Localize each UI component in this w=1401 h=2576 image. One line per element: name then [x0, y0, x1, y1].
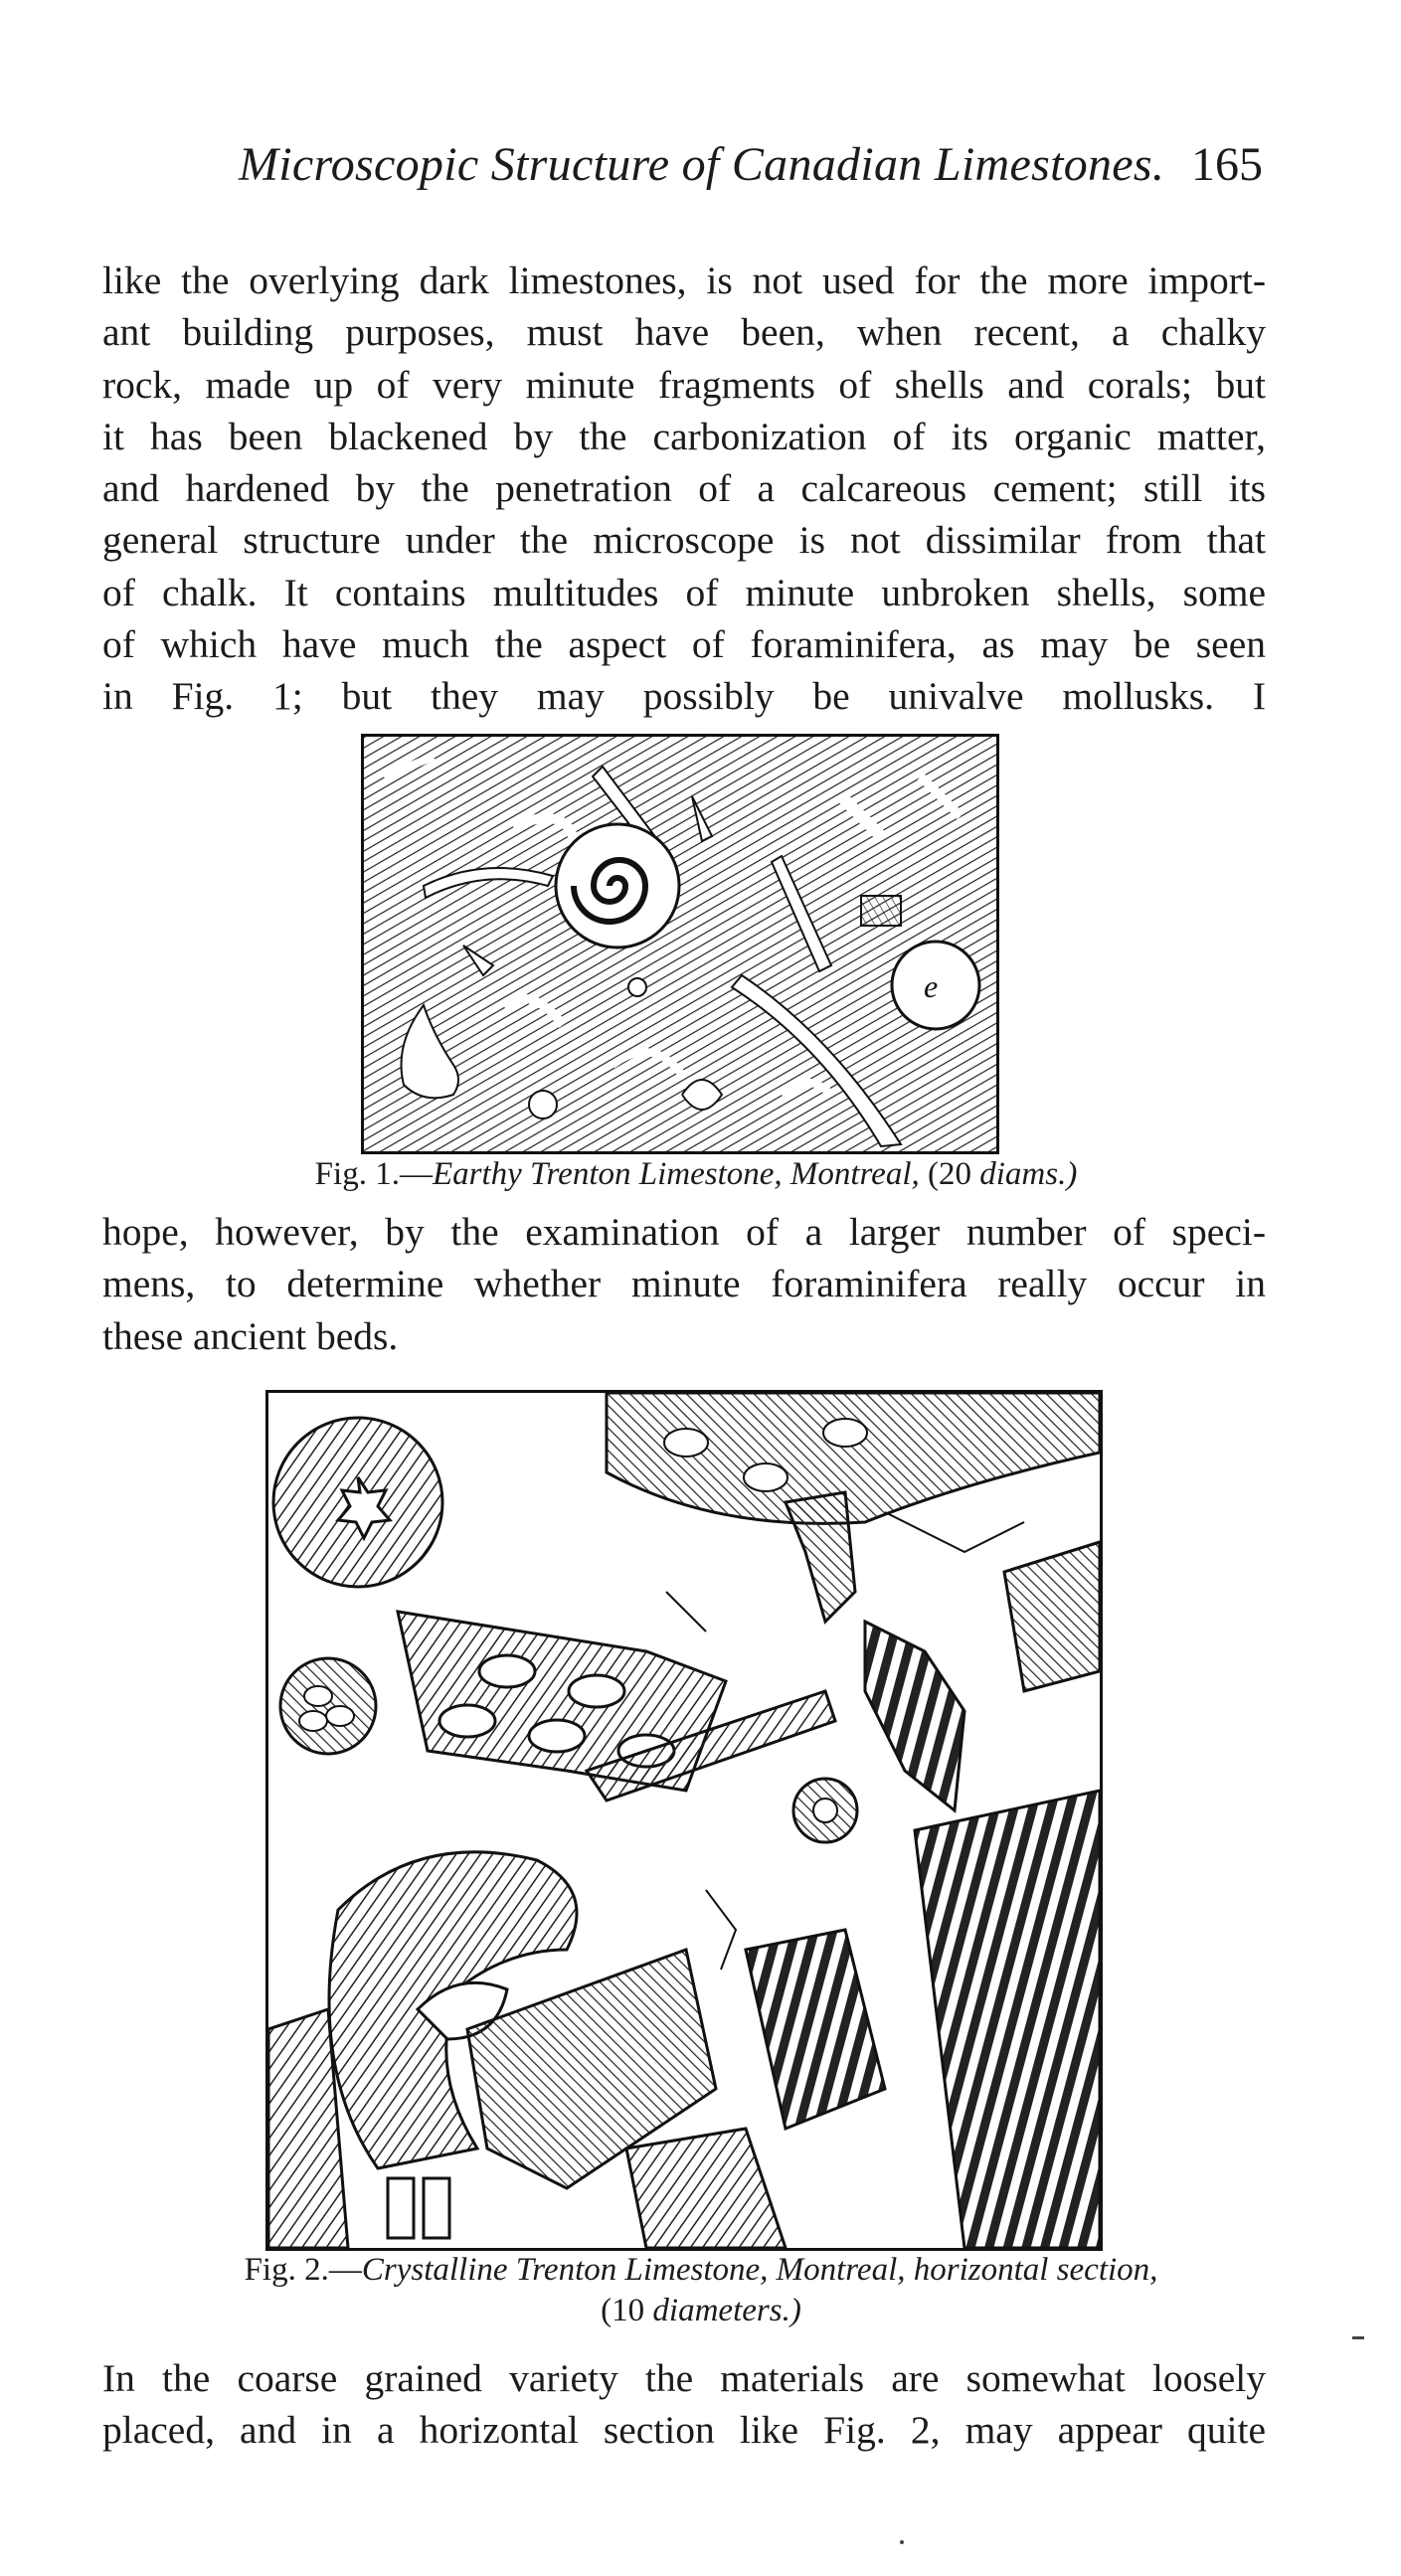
page-number: 165 [1191, 138, 1263, 191]
figure-2-illustration [265, 1390, 1103, 2251]
svg-text:e: e [924, 968, 939, 1004]
text-line: in Fig. 1; but they may possibly be univalve mollusks. I [102, 674, 1266, 719]
margin-mark [1352, 2336, 1364, 2339]
paragraph-2 [102, 1206, 1266, 1362]
figure-2-caption-title: Crystalline Trenton Limestone, Montreal, horizontal section, [361, 2252, 1158, 2288]
figure-1-caption-scale-unit: diams.) [979, 1156, 1078, 1192]
figure-2-caption-scale-unit: diameters.) [652, 2293, 801, 2328]
text-line: ant building purposes, must have been, when recent, a chalky [102, 310, 1266, 355]
text-line: mens, to determine whether minute foraminifera really occur in [102, 1262, 1266, 1306]
text-line: rock, made up of very minute fragments of shells and corals; but [102, 362, 1266, 407]
figure-2-caption [119, 2252, 1283, 2329]
figure-2-caption-scale: (10 [601, 2293, 645, 2328]
figure-1-illustration [361, 734, 999, 1154]
running-title: Microscopic Structure of Canadian Limestones. [239, 138, 1165, 191]
figure-1-caption [219, 1156, 1173, 1193]
paragraph-1 [102, 255, 1266, 723]
text-line: like the overlying dark limestones, is not used for the more import- [102, 258, 1266, 302]
text-line: general structure under the microscope is not dissimilar from that [102, 518, 1266, 563]
text-line: of chalk. It contains multitudes of minute unbroken shells, some [102, 570, 1266, 614]
text-line: hope, however, by the examination of a larger number of speci- [102, 1210, 1266, 1254]
text-line: these ancient beds. [102, 1313, 399, 1358]
running-head [239, 137, 1263, 207]
text-line: placed, and in a horizontal section like Fig. 2, may appear quite [102, 2408, 1266, 2453]
margin-mark [900, 2540, 904, 2544]
text-line: of which have much the aspect of foraminifera, as may be seen [102, 622, 1266, 667]
figure-1-caption-scale: (20 [927, 1156, 971, 1192]
figure-1-caption-title: Earthy Trenton Limestone, Montreal, [432, 1156, 920, 1192]
paragraph-3 [102, 2352, 1266, 2457]
figure-2-caption-label: Fig. 2.— [244, 2252, 362, 2288]
text-line: and hardened by the penetration of a calcareous cement; still its [102, 466, 1266, 511]
figure-1-engraving [364, 737, 996, 1151]
figure-2-engraving [268, 1393, 1100, 2248]
figure-1-caption-label: Fig. 1.— [314, 1156, 433, 1192]
text-line: it has been blackened by the carbonization of its organic matter, [102, 414, 1266, 458]
text-line: In the coarse grained variety the materials are somewhat loosely [102, 2356, 1266, 2400]
